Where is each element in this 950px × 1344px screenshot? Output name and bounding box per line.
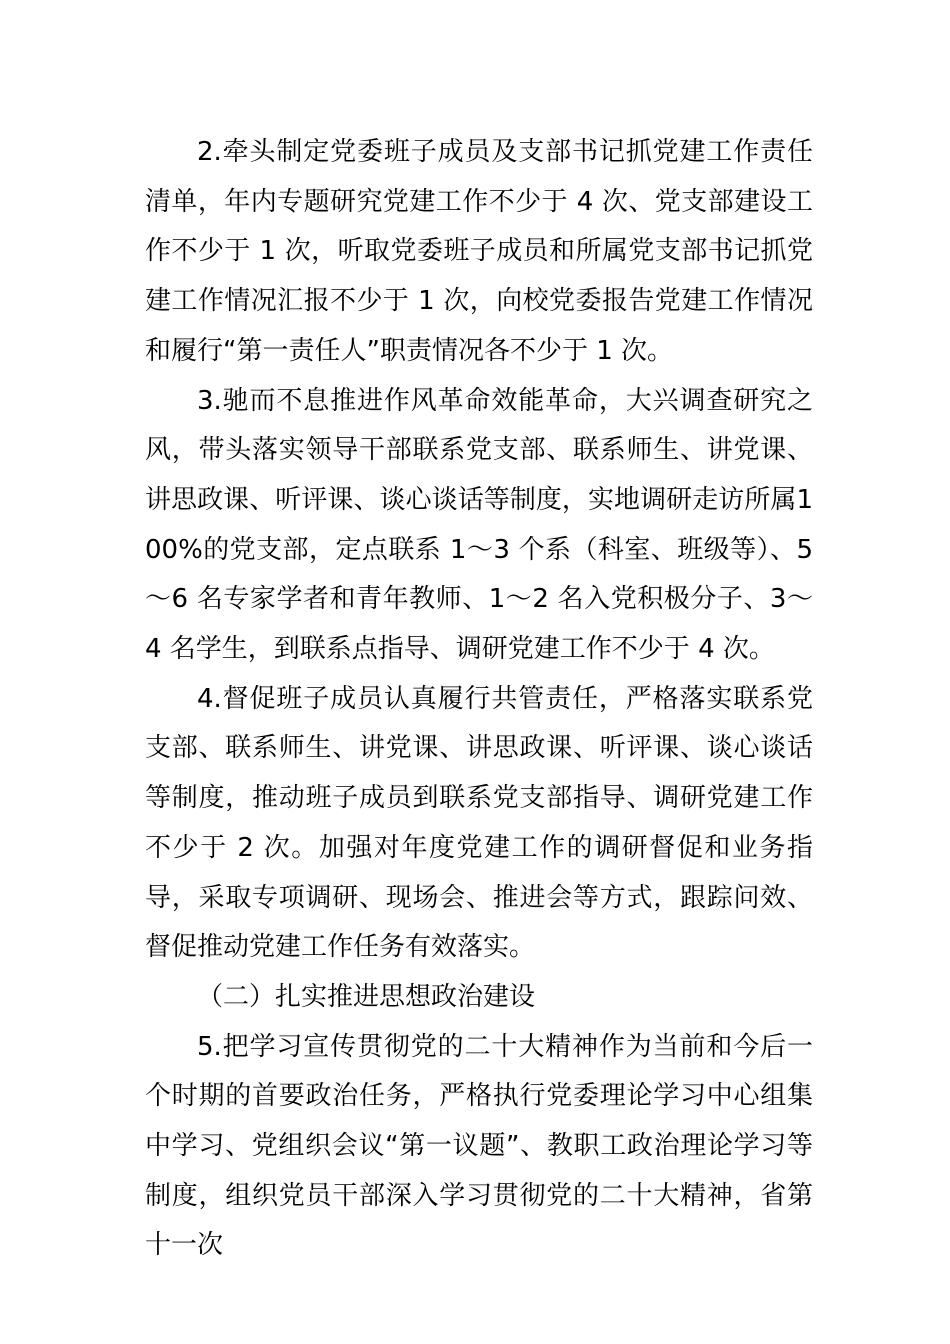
paragraph-2: 2.牵头制定党委班子成员及支部书记抓党建工作责任清单，年内专题研究党建工作不少于 4 次、党支部建设工作不少于 1 次，听取党委班子成员和所属党支部书记抓党建工作情况汇报不少于 1 次，向校党委报告党建工作情况和履行“第一责任人”职责情况各不少于 1 次。 bbox=[145, 137, 813, 366]
paragraph-3: 3.驰而不息推进作风革命效能革命，大兴调查研究之风，带头落实领导干部联系党支部、联系师生、讲党课、讲思政课、听评课、谈心谈话等制度，实地调研走访所属100%的党支部，定点联系 1～3 个系（科室、班级等）、5～6 名专家学者和青年教师、1～2 名入党积极分子、3～4 名学生，到联系点指导、调研党建工作不少于 4 次。 bbox=[145, 385, 813, 665]
document-body bbox=[145, 128, 813, 1271]
paragraph-4: 4.督促班子成员认真履行共管责任，严格落实联系党支部、联系师生、讲党课、讲思政课、听评课、谈心谈话等制度，推动班子成员到联系党支部指导、调研党建工作不少于 2 次。加强对年度党建工作的调研督促和业务指导，采取专项调研、现场会、推进会等方式，跟踪问效、督促推动党建工作任务有效落实。 bbox=[145, 683, 813, 963]
paragraph-5: 5.把学习宣传贯彻党的二十大精神作为当前和今后一个时期的首要政治任务，严格执行党委理论学习中心组集中学习、党组织会议“第一议题”、教职工政治理论学习等制度，组织党员干部深入学习贯彻党的二十大精神，省第十一次 bbox=[145, 1031, 813, 1261]
section-heading: （二）扎实推进思想政治建设 bbox=[197, 981, 536, 1012]
